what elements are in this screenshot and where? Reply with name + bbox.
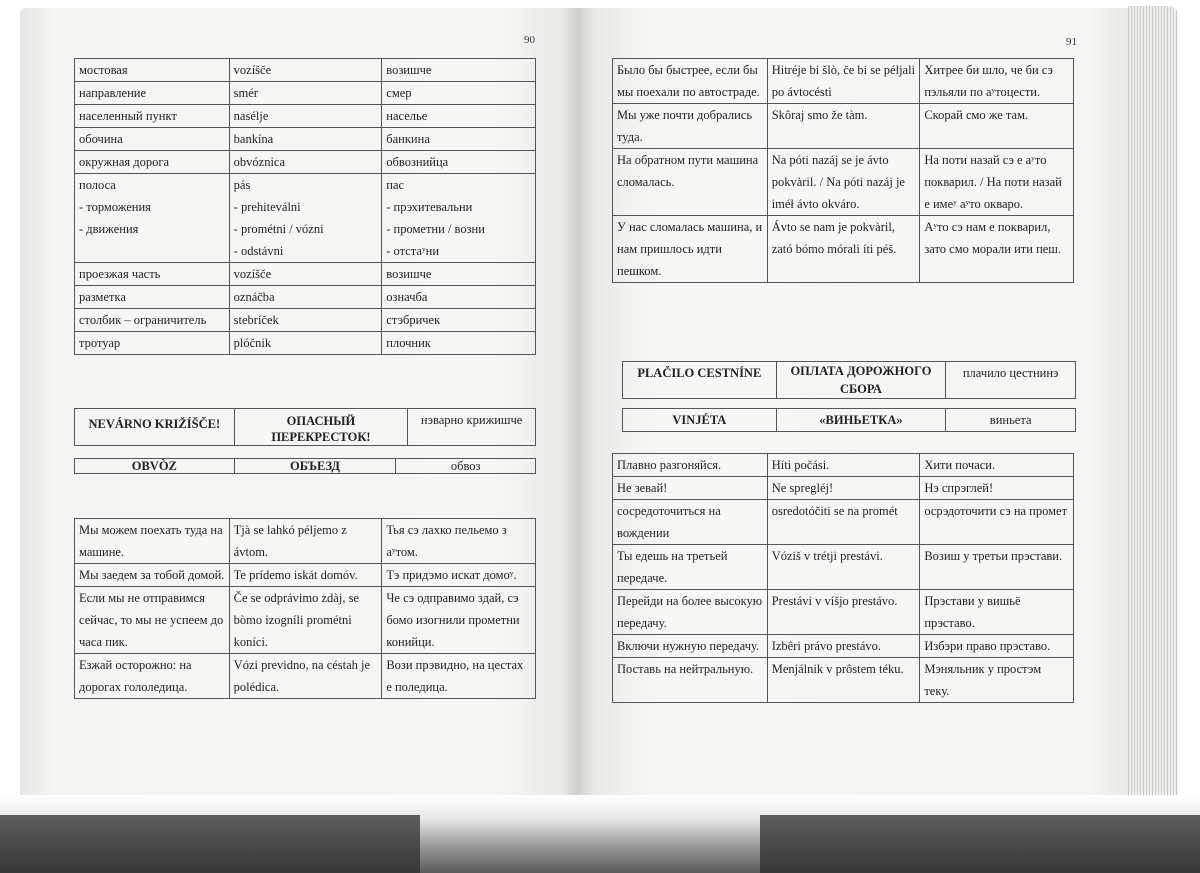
- phrase-row-cell: Тья сэ лахко пельемо з аʸтом.: [382, 519, 536, 564]
- toll-box: [622, 361, 1076, 399]
- table-row: [75, 151, 536, 174]
- table-cell: stebríček: [229, 309, 382, 332]
- phrase-row: [613, 59, 1074, 104]
- vocab-table: [74, 58, 536, 355]
- phrase-row-cell: Если мы не отправимся сейчас, то мы не успеем до часа пик.: [75, 587, 230, 654]
- table-cell: - движения: [75, 218, 230, 240]
- phrase-row-cell: Че сэ одправимо здай, сэ бомо изогнили прометни конийци.: [382, 587, 536, 654]
- phrase-row-cell: Мэняльник у простэм теку.: [920, 658, 1074, 703]
- table-cell: окружная дорога: [75, 151, 230, 174]
- table-cell: пас: [382, 174, 536, 197]
- vignette-box: [622, 408, 1076, 432]
- phrase-row-cell: Skôraj smo že tàm.: [767, 104, 920, 149]
- table-cell: возишче: [382, 263, 536, 286]
- phrase-row-cell: Če se odprávimo zdàj, se bòmo izogníli prométni koníci.: [229, 587, 382, 654]
- table-row: [75, 332, 536, 355]
- phrase-row-cell: Tjà se lahkó péljemo z ávtom.: [229, 519, 382, 564]
- detour-box: [74, 458, 536, 474]
- table-cell: проезжая часть: [75, 263, 230, 286]
- table-cell: - prehiteválni: [229, 196, 382, 218]
- toll-ru: ОПЛАТА ДОРОЖНОГО СБОРА: [776, 362, 946, 399]
- phrase-row-cell: Мы заедем за тобой домой.: [75, 564, 230, 587]
- detour-ru: ОБЪЕЗД: [234, 459, 396, 474]
- phrase-row: [613, 454, 1074, 477]
- right-phrases-table: [612, 58, 1074, 283]
- phrase-row-cell: Хитрее би шло, че би сэ пэльяли по аʸтоцести.: [920, 59, 1074, 104]
- phrase-row: [613, 590, 1074, 635]
- phrase-row-cell: Ne spregléj!: [767, 477, 920, 500]
- table-cell: разметка: [75, 286, 230, 309]
- table-cell: обочина: [75, 128, 230, 151]
- phrase-row-cell: На обратном пути машина сломалась.: [613, 149, 768, 216]
- warning-ru: ОПАСНЫЙ ПЕРЕКРЕСТОК!: [234, 409, 408, 446]
- phrase-row-cell: Híti počási.: [767, 454, 920, 477]
- table-row: [75, 196, 536, 218]
- left-phrases-table: [74, 518, 536, 699]
- table-cell: - прэхитевальни: [382, 196, 536, 218]
- phrase-row: [613, 104, 1074, 149]
- table-cell: vozíšče: [229, 59, 382, 82]
- scan-shadow-left: [0, 815, 420, 873]
- phrase-row-cell: Перейди на более высокую передачу.: [613, 590, 768, 635]
- table-cell: [75, 240, 230, 263]
- phrase-row-cell: Мы уже почти добрались туда.: [613, 104, 768, 149]
- table-row: [75, 263, 536, 286]
- table-row: [75, 174, 536, 197]
- phrase-row: [613, 545, 1074, 590]
- table-cell: obvóznica: [229, 151, 382, 174]
- table-cell: - прометни / возни: [382, 218, 536, 240]
- phrase-row-cell: Prestávi v víšjo prestávo.: [767, 590, 920, 635]
- phrase-row-cell: Было бы быстрее, если бы мы поехали по автостраде.: [613, 59, 768, 104]
- phrase-row-cell: Не зевай!: [613, 477, 768, 500]
- table-cell: полоса: [75, 174, 230, 197]
- toll-sl: PLAČILO CESTNÍNE: [623, 362, 777, 399]
- phrase-row-cell: осрэдоточити сэ на промет: [920, 500, 1074, 545]
- phrase-row: [75, 519, 536, 564]
- table-cell: обвознийца: [382, 151, 536, 174]
- phrase-row: [613, 216, 1074, 283]
- phrase-row-cell: Езжай осторожно: на дорогах гололедица.: [75, 654, 230, 699]
- table-cell: plóčnik: [229, 332, 382, 355]
- phrase-row-cell: osredotóčiti se na promét: [767, 500, 920, 545]
- vignette-sl: VINJÉTA: [623, 409, 777, 432]
- phrase-row-cell: сосредоточиться на вождении: [613, 500, 768, 545]
- phrase-row-cell: Na póti nazáj se je ávto pokvàril. / Na póti nazáj je iméł ávto okváro.: [767, 149, 920, 216]
- phrase-row-cell: Vózi previdno, na céstah je polédica.: [229, 654, 382, 699]
- table-cell: направление: [75, 82, 230, 105]
- table-cell: населье: [382, 105, 536, 128]
- phrase-row: [613, 149, 1074, 216]
- phrase-row-cell: Te prídemo iskát domóv.: [229, 564, 382, 587]
- phrase-row-cell: Izbêri právo prestávo.: [767, 635, 920, 658]
- detour-sl: OBVÒZ: [75, 459, 235, 474]
- table-row: [75, 105, 536, 128]
- driving-table: [612, 453, 1074, 703]
- warning-sl: NEVÁRNO KRIŽÍŠČE!: [75, 409, 235, 446]
- table-cell: - отстаʸни: [382, 240, 536, 263]
- phrase-row-cell: Vóziš v trétji prestávi.: [767, 545, 920, 590]
- table-cell: мостовая: [75, 59, 230, 82]
- table-cell: столбик – ограничитель: [75, 309, 230, 332]
- table-cell: возишче: [382, 59, 536, 82]
- phrase-row-cell: Menjálnik v prôstem téku.: [767, 658, 920, 703]
- phrase-row-cell: Вози прэвидно, на цестах е поледица.: [382, 654, 536, 699]
- phrase-row-cell: Скорай смо же там.: [920, 104, 1074, 149]
- table-cell: smér: [229, 82, 382, 105]
- phrase-row: [613, 500, 1074, 545]
- warning-box: [74, 408, 536, 446]
- phrase-row: [613, 658, 1074, 703]
- table-cell: банкина: [382, 128, 536, 151]
- phrase-row-cell: Возиш у третьи прэстави.: [920, 545, 1074, 590]
- table-row: [75, 59, 536, 82]
- table-cell: bankína: [229, 128, 382, 151]
- page-edges: [1128, 6, 1178, 806]
- phrase-row-cell: Ávto se nam je pokvàril, zató bómo mórali íti péš.: [767, 216, 920, 283]
- table-cell: плочник: [382, 332, 536, 355]
- table-row: [75, 309, 536, 332]
- table-cell: - prométni / vózni: [229, 218, 382, 240]
- phrase-row-cell: Hitréje bi šlò, če bi se péljali po ávtocésti: [767, 59, 920, 104]
- table-row: [75, 286, 536, 309]
- warning-tr: нэварно крижишче: [408, 409, 536, 446]
- phrase-row: [75, 654, 536, 699]
- phrase-row: [613, 477, 1074, 500]
- phrase-row-cell: Включи нужную передачу.: [613, 635, 768, 658]
- phrase-row: [75, 564, 536, 587]
- phrase-row-cell: У нас сломалась машина, и нам пришлось идти пешком.: [613, 216, 768, 283]
- table-cell: - odstávni: [229, 240, 382, 263]
- page-number-right: 91: [1066, 36, 1077, 48]
- phrase-row-cell: Ты едешь на третьей передаче.: [613, 545, 768, 590]
- phrase-row: [75, 587, 536, 654]
- table-row: [75, 240, 536, 263]
- phrase-row: [613, 635, 1074, 658]
- table-cell: тротуар: [75, 332, 230, 355]
- scan-shadow-right: [760, 815, 1200, 873]
- phrase-row-cell: Тэ придэмо искат домоʸ.: [382, 564, 536, 587]
- table-row: [75, 128, 536, 151]
- table-cell: населенный пункт: [75, 105, 230, 128]
- table-cell: pás: [229, 174, 382, 197]
- phrase-row-cell: Аʸто сэ нам е покварил, зато смо морали ити пеш.: [920, 216, 1074, 283]
- table-cell: vozíšče: [229, 263, 382, 286]
- phrase-row-cell: Прэстави у вишьё прэставо.: [920, 590, 1074, 635]
- table-cell: стэбричек: [382, 309, 536, 332]
- phrase-row-cell: Поставь на нейтральную.: [613, 658, 768, 703]
- toll-tr: плачило цестнинэ: [946, 362, 1076, 399]
- table-cell: смер: [382, 82, 536, 105]
- vignette-ru: «ВИНЬЕТКА»: [776, 409, 946, 432]
- table-row: [75, 82, 536, 105]
- phrase-row-cell: Плавно разгоняйся.: [613, 454, 768, 477]
- phrase-row-cell: Нэ спрэглей!: [920, 477, 1074, 500]
- phrase-row-cell: Хити почаси.: [920, 454, 1074, 477]
- phrase-row-cell: На пoти назай сэ е аʸто покварил. / На поти назай е имеʸ аʸто окварo.: [920, 149, 1074, 216]
- table-cell: oznáčba: [229, 286, 382, 309]
- phrase-row-cell: Избэри право прэставо.: [920, 635, 1074, 658]
- page-number-left: 90: [524, 34, 535, 46]
- table-row: [75, 218, 536, 240]
- table-cell: означба: [382, 286, 536, 309]
- detour-tr: обвоз: [396, 459, 536, 474]
- phrase-row-cell: Мы можем поехать туда на машине.: [75, 519, 230, 564]
- vignette-tr: виньета: [946, 409, 1076, 432]
- table-cell: nasélje: [229, 105, 382, 128]
- table-cell: - торможения: [75, 196, 230, 218]
